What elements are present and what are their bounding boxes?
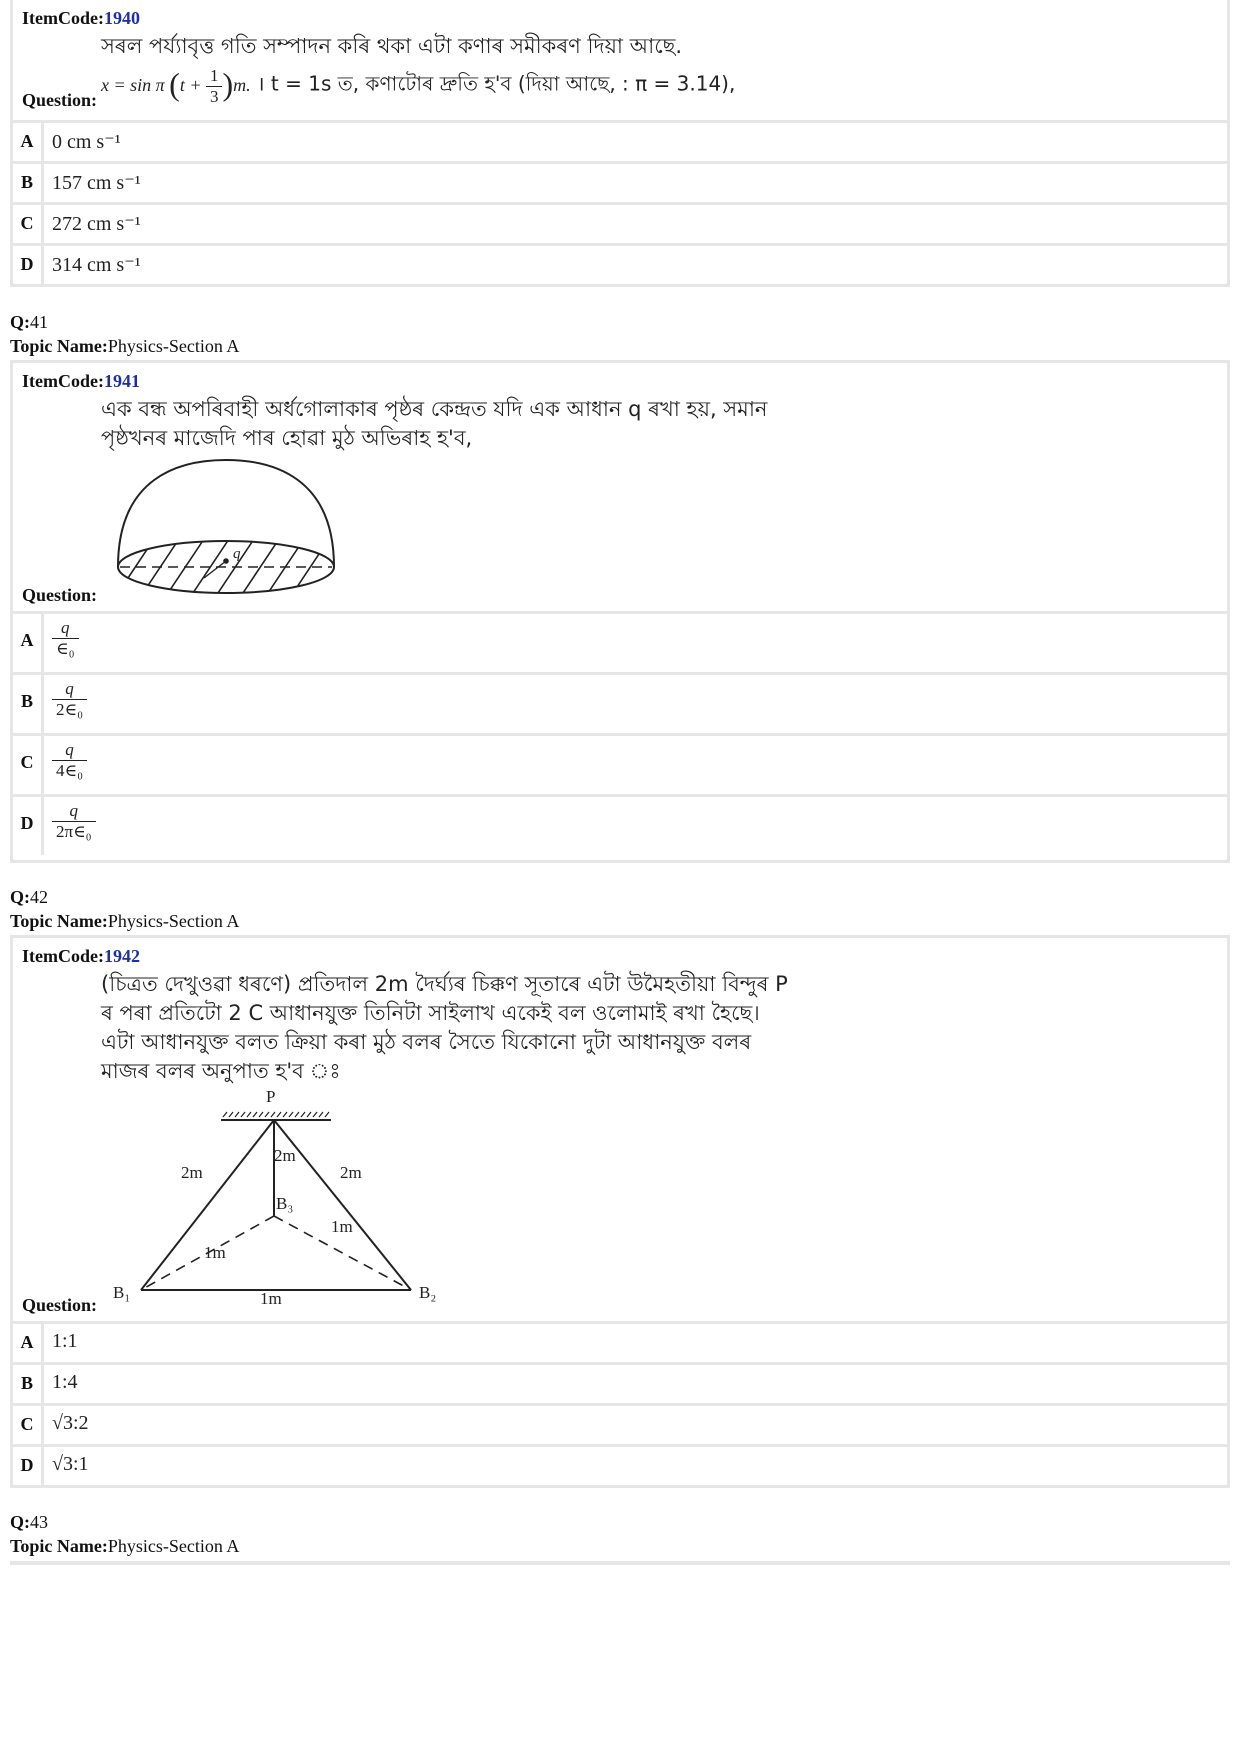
option-value: √3:2 [52,1412,89,1434]
question-card-1941 [10,360,1230,863]
option-letter: D [13,1447,44,1485]
option-value: 1:1 [52,1330,78,1352]
question-text-2: পৃষ্ঠখনৰ মাজেদি পাৰ হোৱা মুঠ অভিৰাহ হ'ব, [101,426,473,450]
b2-label: B₂ [419,1283,437,1302]
equation: x = sin π (t + $\frac{1}{3}$ )m. [101,65,251,106]
option-value: 157 cm s⁻¹ [52,172,141,194]
option-b[interactable] [13,672,1227,733]
charge-label: q [233,546,241,562]
option-value: $\frac{q}{\text{4∈₀}}$ [52,740,87,781]
option-a[interactable] [13,1324,1227,1362]
option-b[interactable] [13,1362,1227,1403]
question-text-2: । t = 1s ত, কণাটোৰ দ্ৰুতি হ'ব (দিয়া আছে, : π = 3.14), [257,71,736,96]
dashed-left-label: 1m [204,1243,226,1262]
question-label: Question: [22,90,98,110]
option-b[interactable] [13,161,1227,202]
topic-name: Topic Name:Physics-Section A [10,336,240,356]
section-divider [10,1561,1230,1565]
option-letter: C [13,1406,44,1444]
question-text: সৰল পৰ্য্যাবৃত্ত গতি সম্পাদন কৰি থকা এটা কণাৰ সমীকৰণ দিয়া আছে. [101,34,683,58]
question-number: Q:43 [10,1512,48,1532]
option-value: 1:4 [52,1371,78,1393]
option-letter: B [13,164,44,202]
option-value: 272 cm s⁻¹ [52,213,141,235]
option-c[interactable] [13,733,1227,794]
option-letter: D [13,797,44,855]
question-body [13,363,1227,614]
b3-label: B₃ [276,1194,294,1213]
item-code: ItemCode:1942 [22,946,140,966]
question-body [13,0,1227,123]
option-letter: A [13,614,44,672]
topic-name: Topic Name:Physics-Section A [10,1536,240,1556]
option-d[interactable] [13,243,1227,284]
hemisphere-figure [108,458,348,598]
question-text: (চিত্ৰত দেখুওৱা ধৰণে) প্ৰতিদাল 2m দৈৰ্ঘ্যৰ চিক্কণ সূতাৰে এটা উমৈহতীয়া বিন্দুৰ P [101,972,788,996]
option-a[interactable] [13,123,1227,161]
question-number: Q:41 [10,312,48,332]
left-string-label: 2m [181,1163,203,1182]
option-letter: B [13,1365,44,1403]
question-card-1940 [10,0,1230,287]
option-c[interactable] [13,202,1227,243]
option-letter: B [13,675,44,733]
question-equation-line [101,66,735,107]
question-text-2: ৰ পৰা প্ৰতিটো 2 C আধানযুক্ত তিনিটা সাইলাখ একেই বল ওলোমাই ৰখা হৈছে। [101,1001,760,1025]
dashed-right-label: 1m [331,1217,353,1236]
middle-string-label: 2m [274,1146,296,1165]
option-d[interactable] [13,794,1227,855]
option-letter: A [13,1324,44,1362]
option-value: √3:1 [52,1453,89,1475]
right-string-label: 2m [340,1163,362,1182]
question-number: Q:42 [10,887,48,907]
question-label: Question: [22,585,98,605]
question-text-4: মাজৰ বলৰ অনুপাত হ'ব ঃ [101,1059,341,1083]
item-code: ItemCode:1940 [22,8,140,28]
option-value: $\frac{q}{\text{∈₀}}$ [52,618,79,659]
topic-name: Topic Name:Physics-Section A [10,911,240,931]
point-p-label: P [266,1087,276,1106]
option-value: $\frac{q}{\text{2π∈₀}}$ [52,801,96,842]
option-value: 314 cm s⁻¹ [52,254,141,276]
b1-label: B₁ [113,1283,131,1302]
question-card-1942 [10,935,1230,1488]
item-code: ItemCode:1941 [22,371,140,391]
option-letter: C [13,205,44,243]
option-a[interactable] [13,614,1227,672]
triangle-figure [103,1086,463,1316]
option-c[interactable] [13,1403,1227,1444]
question-body [13,938,1227,1324]
option-d[interactable] [13,1444,1227,1485]
option-letter: C [13,736,44,794]
question-text: এক বন্ধ অপৰিবাহী অৰ্ধগোলাকাৰ পৃষ্ঠৰ কেন্দ্ৰত যদি এক আধান q ৰখা হয়, সমান [101,397,768,421]
option-value: $\frac{q}{\text{2∈₀}}$ [52,679,87,720]
bottom-side-label: 1m [260,1289,282,1308]
option-letter: D [13,246,44,284]
option-value: 0 cm s⁻¹ [52,131,121,153]
option-letter: A [13,123,44,161]
question-text-3: এটা আধানযুক্ত বলত ক্ৰিয়া কৰা মুঠ বলৰ সৈতে যিকোনো দুটা আধানযুক্ত বলৰ [101,1030,752,1054]
question-label: Question: [22,1295,98,1315]
